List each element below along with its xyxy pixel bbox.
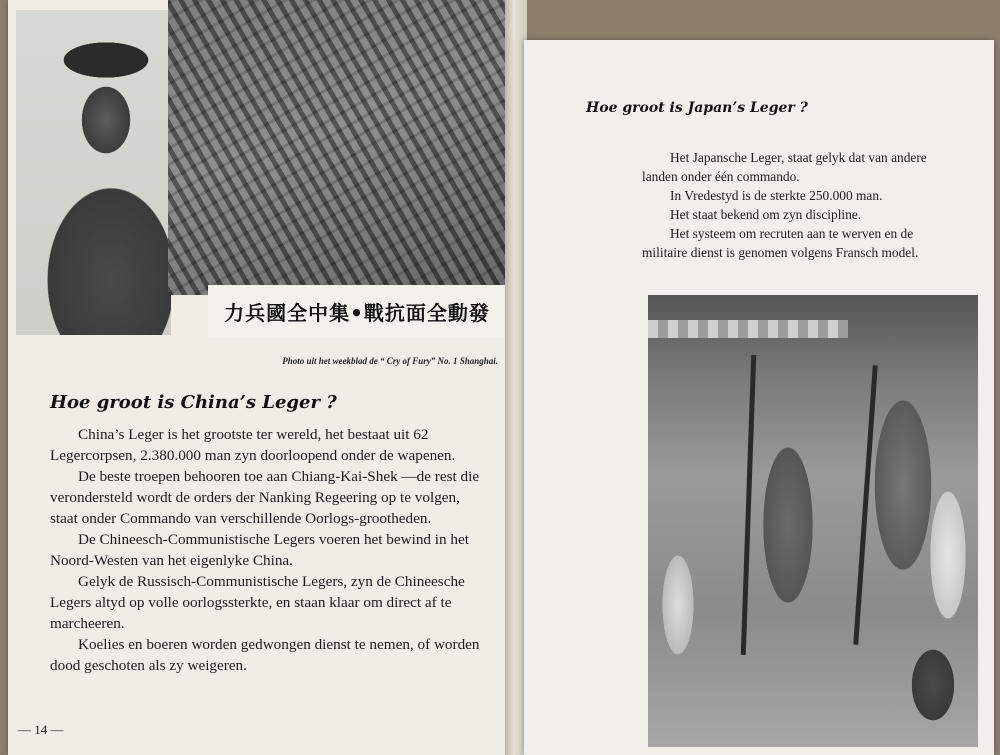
- china-paragraph: Koelies en boeren worden gedwongen dienst te nemen, of worden dood geschoten als zy weigeren.: [50, 636, 480, 674]
- photo-caption: Photo uit het weekblad de “ Cry of Fury” No. 1 Shanghai.: [282, 356, 498, 366]
- rifle-graphic: [741, 355, 756, 655]
- awning-decoration: [648, 320, 848, 338]
- japan-paragraph: Het Japansche Leger, staat gelyk dat van andere landen onder één commando.: [642, 150, 927, 184]
- china-paragraph: China’s Leger is het grootste ter wereld, het bestaat uit 62 Legercorpsen, 2.380.000 man zyn doorloopend onder de wapenen.: [50, 426, 456, 464]
- soldiers-with-children-photo: [648, 295, 978, 747]
- left-page: [8, 0, 513, 755]
- chinese-banner: 力兵國全中集•戰抗面全動發: [208, 285, 506, 337]
- china-body: [50, 424, 490, 676]
- page-number: — 14 —: [18, 722, 64, 737]
- rifle-graphic: [853, 365, 878, 645]
- china-paragraph: Gelyk de Russisch-Communistische Legers, zyn de Chineesche Legers altyd op volle oorlogssterkte, en staan klaar om direct af te marcheeren.: [50, 573, 465, 632]
- china-paragraph: De Chineesch-Communistische Legers voeren het bewind in het Noord-Westen van het eigenlyke China.: [50, 531, 469, 569]
- soldier-portrait-photo: [16, 10, 171, 335]
- china-paragraph: De beste troepen behooren toe aan Chiang-Kai-Shek —de rest die verondersteld wordt de orders der Nanking Regeering op te volgen, staat onder Commando van verschillende Oorlogs-grootheden.: [50, 468, 480, 527]
- japan-paragraph: Het staat bekend om zyn discipline.: [670, 207, 862, 222]
- right-page: [524, 40, 994, 755]
- marching-troops-photo: [168, 0, 506, 295]
- japan-paragraph: Het systeem om recruten aan te werven en de militaire dienst is genomen volgens Fransch model.: [642, 226, 919, 260]
- japan-body: [642, 148, 942, 262]
- japan-heading: Hoe groot is Japan’s Leger ?: [586, 100, 808, 116]
- japan-paragraph: In Vredestyd is de sterkte 250.000 man.: [670, 188, 883, 203]
- china-heading: Hoe groot is China’s Leger ?: [50, 392, 337, 413]
